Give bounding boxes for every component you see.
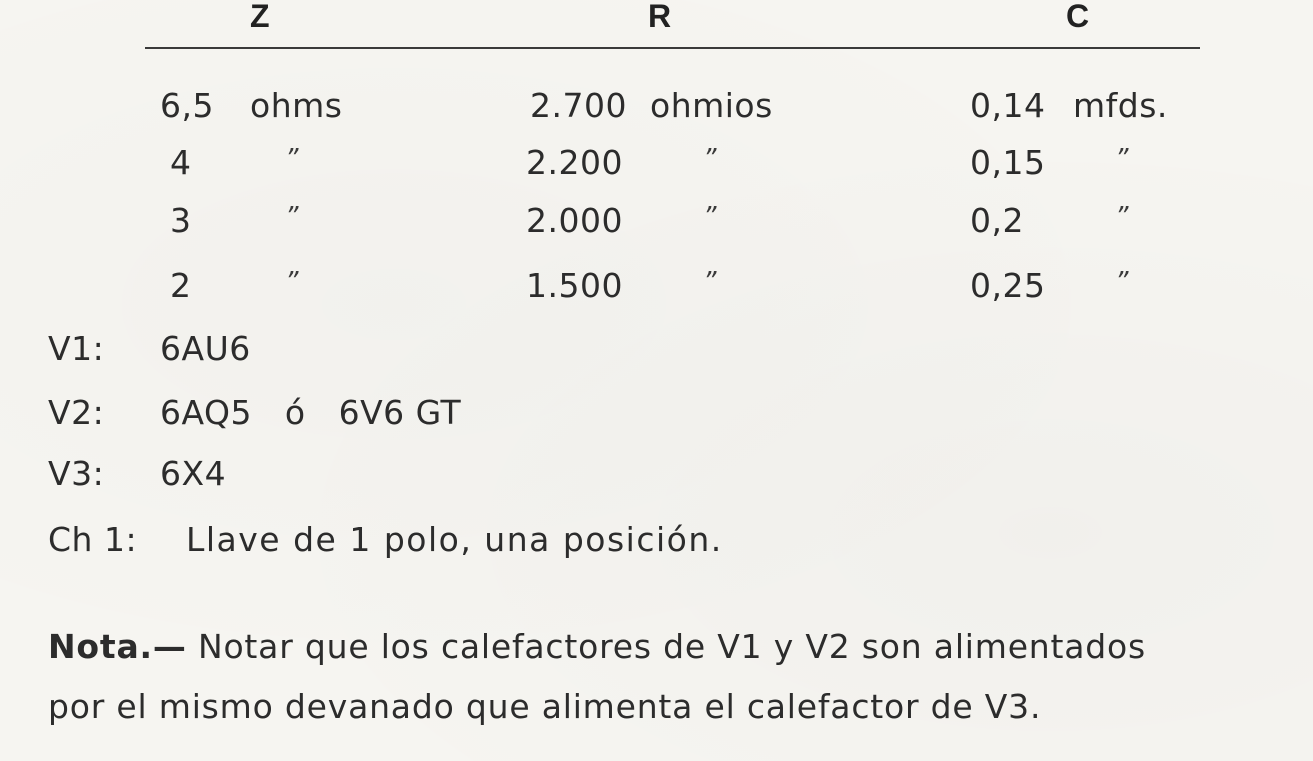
note-line-1 — [48, 627, 1146, 666]
cell-c-3: 0,2 — [970, 201, 1024, 240]
ditto-c-2: ” — [1115, 144, 1129, 174]
cell-r-3: 2.000 — [526, 201, 623, 240]
cell-z-2: 4 — [170, 143, 192, 182]
note-text-line-2: por el mismo devanado que alimenta el calefactor de V3. — [48, 687, 1042, 726]
cell-r-unit-1: ohmios — [650, 86, 773, 125]
cell-c-1: 0,14 — [970, 86, 1046, 125]
cell-z-unit-1: ohms — [250, 86, 343, 125]
header-z: Z — [250, 0, 270, 34]
ditto-r-4: ” — [703, 267, 717, 297]
ditto-r-3: ” — [703, 202, 717, 232]
cell-z-1: 6,5 — [160, 86, 214, 125]
ditto-r-2: ” — [703, 144, 717, 174]
header-rule — [145, 47, 1200, 49]
ditto-c-3: ” — [1115, 202, 1129, 232]
cell-r-2: 2.200 — [526, 143, 623, 182]
note-text-line-1: Notar que los calefactores de V1 y V2 son alimentados — [186, 627, 1147, 666]
header-c: C — [1066, 0, 1090, 34]
spec-label-v2: V2: — [48, 393, 105, 432]
ditto-z-2: ” — [285, 144, 299, 174]
note-line-2 — [48, 687, 1041, 726]
note-label: Nota.— — [48, 627, 187, 666]
cell-c-2: 0,15 — [970, 143, 1046, 182]
spec-value-v1: 6AU6 — [160, 329, 251, 368]
ditto-z-4: ” — [285, 267, 299, 297]
cell-c-4: 0,25 — [970, 266, 1046, 305]
cell-c-unit-1: mfds. — [1073, 86, 1168, 125]
spec-value-ch1: Llave de 1 polo, una posición. — [186, 520, 723, 559]
ditto-z-3: ” — [285, 202, 299, 232]
cell-z-3: 3 — [170, 201, 192, 240]
spec-label-v3: V3: — [48, 454, 105, 493]
cell-r-1: 2.700 — [530, 86, 627, 125]
spec-label-ch1: Ch 1: — [48, 520, 138, 559]
spec-value-v3: 6X4 — [160, 454, 227, 493]
spec-label-v1: V1: — [48, 329, 105, 368]
cell-z-4: 2 — [170, 266, 192, 305]
cell-r-4: 1.500 — [526, 266, 623, 305]
ditto-c-4: ” — [1115, 267, 1129, 297]
header-r: R — [648, 0, 672, 34]
spec-value-v2: 6AQ5 ó 6V6 GT — [160, 393, 462, 432]
